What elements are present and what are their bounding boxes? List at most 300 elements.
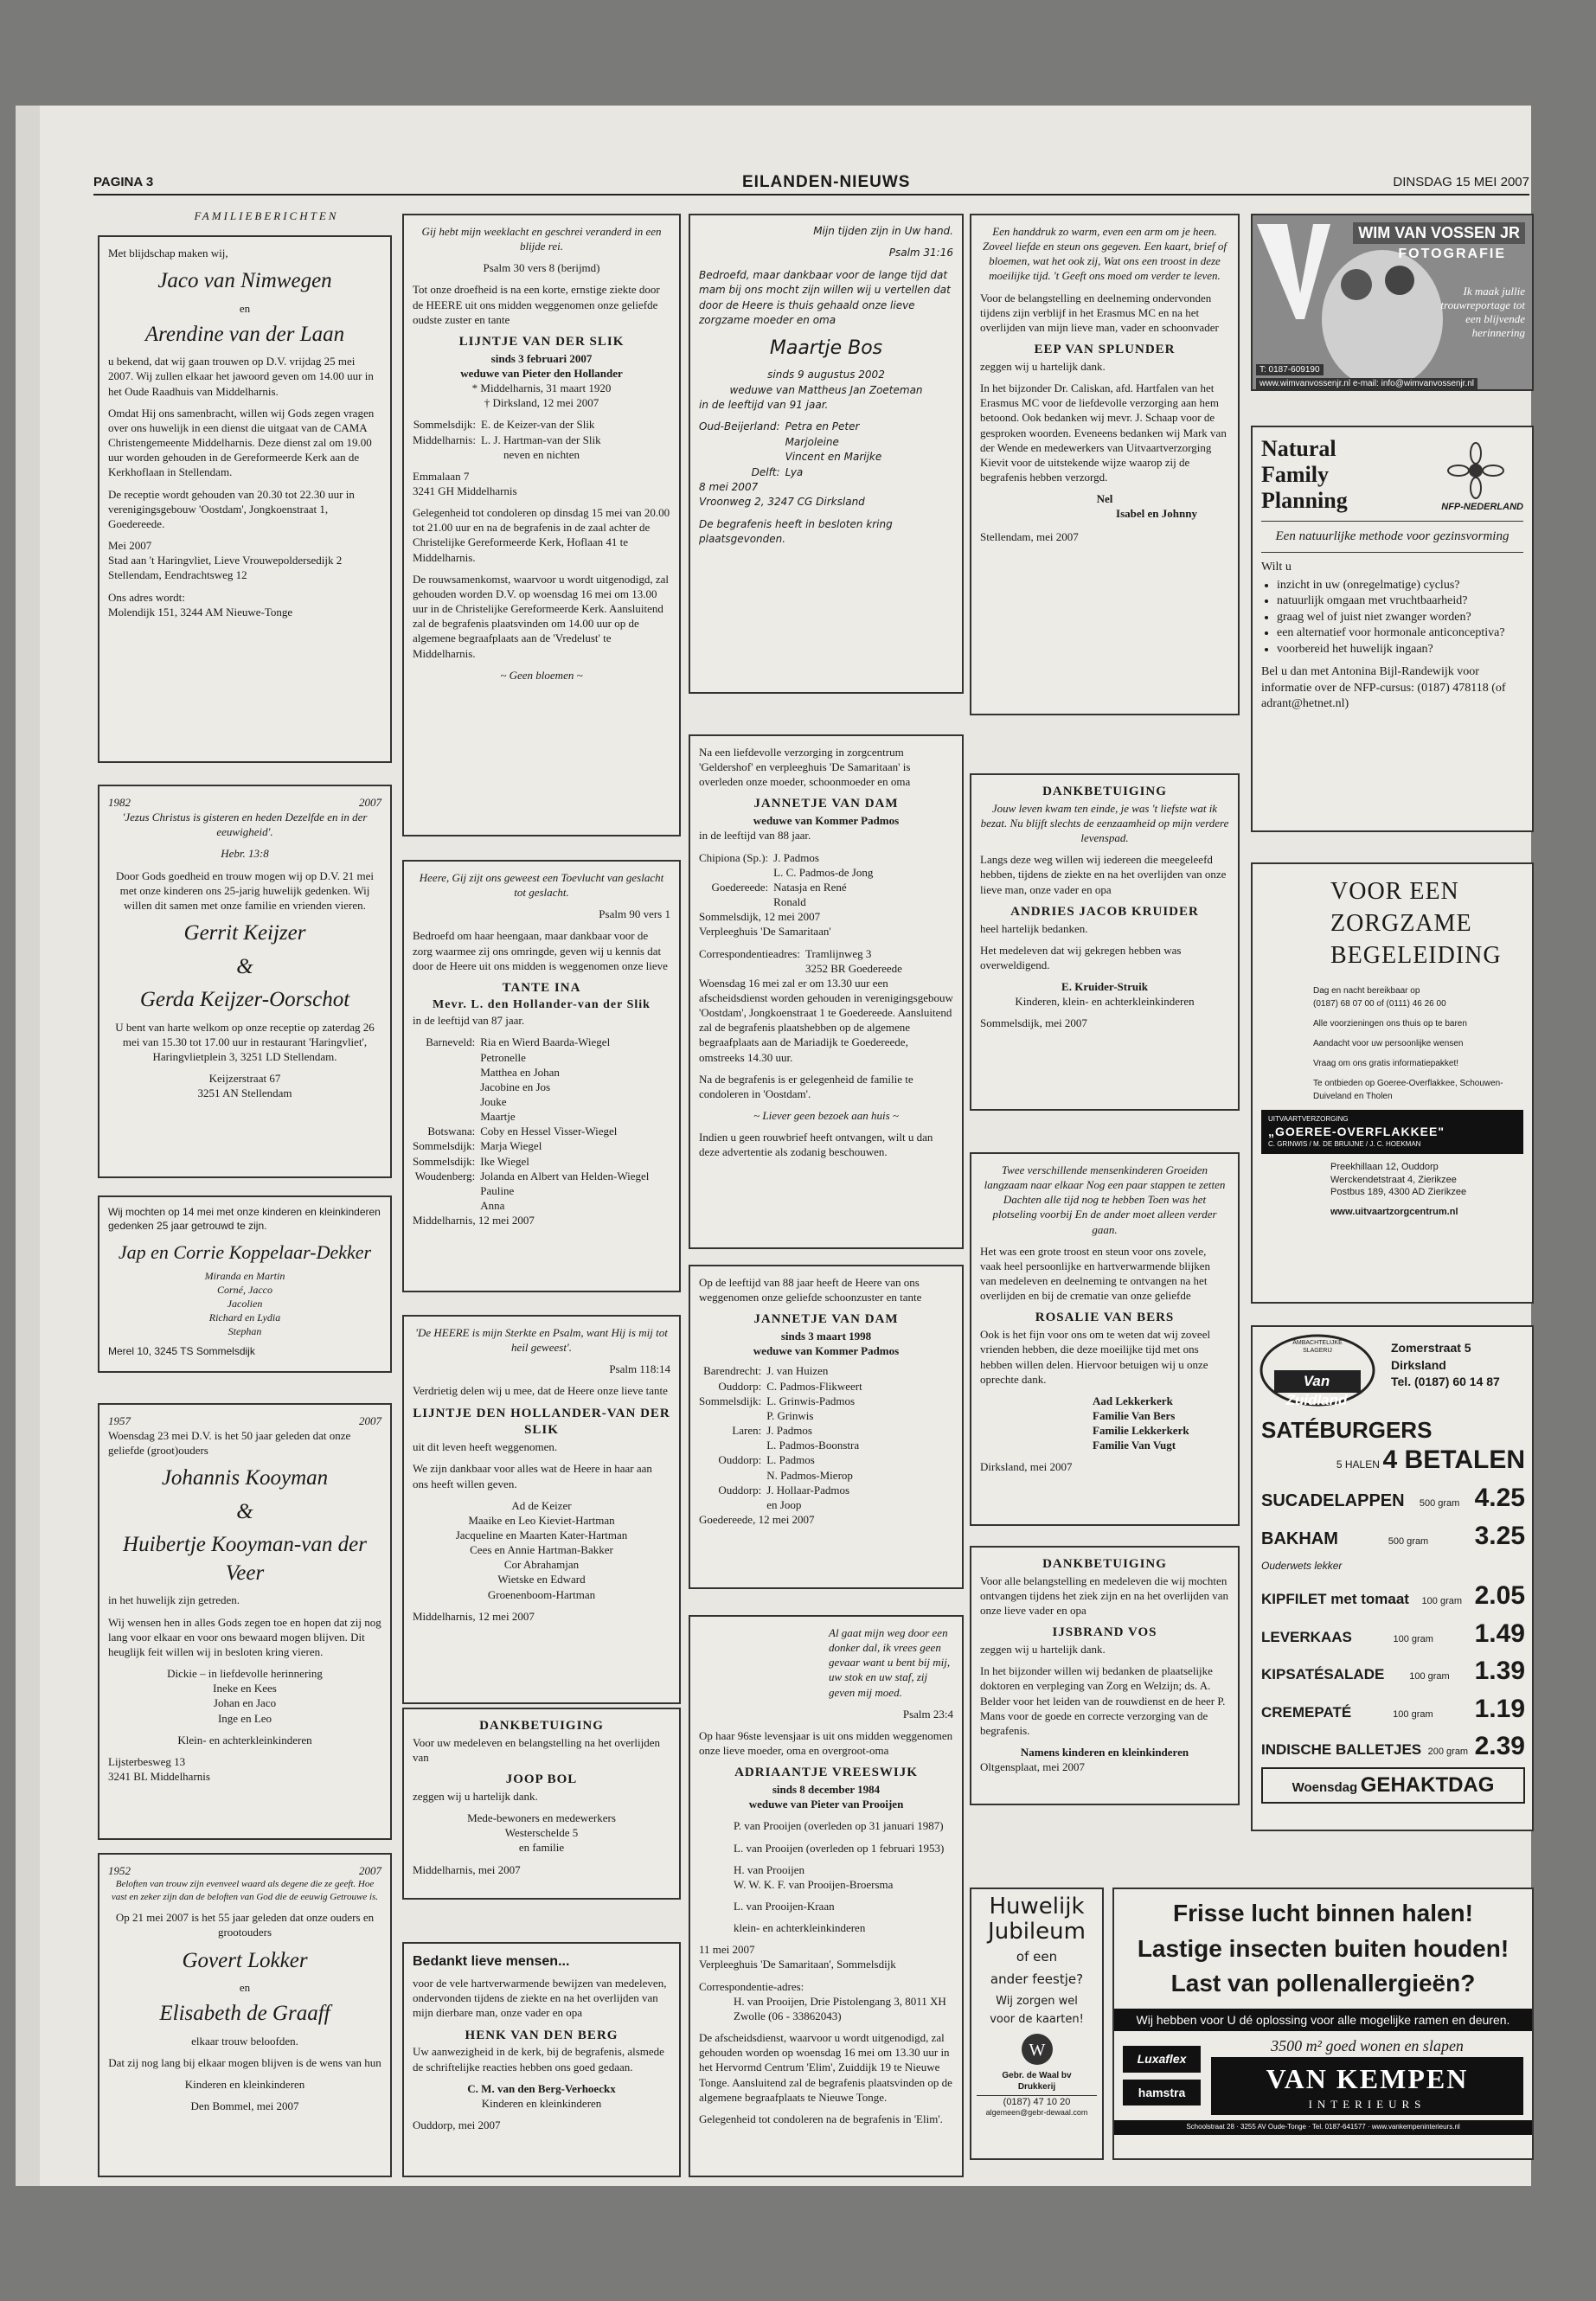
product-price: 3.25 bbox=[1474, 1521, 1525, 1550]
product-price: 2.05 bbox=[1474, 1580, 1525, 1610]
ad-title: WIM VAN VOSSEN JR bbox=[1353, 222, 1525, 244]
product-name: SUCADELAPPEN bbox=[1261, 1490, 1405, 1510]
brand-subtitle: INTERIEURS bbox=[1308, 2098, 1426, 2112]
place-date: 11 mei 2007 Verpleeghuis 'De Samaritaan', Sommelsdijk bbox=[699, 1943, 896, 1971]
offer-buy: 5 HALEN bbox=[1336, 1458, 1380, 1471]
since-date: sinds 3 maart 1998 bbox=[780, 1330, 872, 1343]
birth-death: * Middelharnis, 31 maart 1920 † Dirksland, 12 mei 2007 bbox=[471, 381, 612, 410]
family-table bbox=[699, 420, 885, 480]
email: algemeen@gebr-dewaal.com bbox=[985, 2108, 1088, 2118]
address: Lijsterbesweg 13 3241 BL Middelharnis bbox=[108, 1754, 210, 1784]
intro-text: Met blijdschap maken wij, bbox=[108, 247, 228, 260]
obituary-vreeswijk bbox=[689, 1615, 964, 2177]
year-end: 2007 bbox=[359, 1414, 381, 1427]
obituary-den-hollander bbox=[402, 1315, 681, 1704]
age: in de leeftijd van 91 jaar. bbox=[699, 399, 829, 412]
family-table bbox=[699, 1363, 866, 1512]
text-block: Voor de belangstelling en deelneming ondervonden tijdens zijn verblijf in het Erasmus MC en na het overlijden van mijn lieve man, vader en schoonvader bbox=[980, 291, 1219, 334]
signature: C. M. van den Berg-Verhoeckx bbox=[467, 2081, 616, 2095]
product-unit: 100 gram bbox=[1409, 1671, 1450, 1682]
relatives: neven en nichten bbox=[503, 447, 580, 461]
brand-logos bbox=[1123, 2046, 1201, 2106]
ad-tagline: Een natuurlijke methode voor gezinsvorming bbox=[1275, 529, 1509, 543]
thanks-joop-bol bbox=[402, 1708, 681, 1900]
ampersand: & bbox=[236, 954, 253, 978]
ad-headline: Huwelijk bbox=[989, 1894, 1085, 1920]
offer-product: SATÉBURGERS bbox=[1261, 1417, 1433, 1443]
place: Woudenberg: bbox=[414, 1169, 476, 1183]
place-date: Goedereede, 12 mei 2007 bbox=[699, 1512, 815, 1526]
obituary-jannetje-van-dam-2 bbox=[689, 1265, 964, 1589]
grandchildren: klein- en achterkleinkinderen bbox=[734, 1921, 866, 1935]
product-name: LEVERKAAS bbox=[1261, 1628, 1352, 1645]
list-item: • graag wel of juist niet zwanger worden? bbox=[1277, 610, 1523, 625]
banner-title: „GOEREE-OVERFLAKKEE" bbox=[1268, 1125, 1445, 1139]
grandchildren: Klein- en achterkleinkinderen bbox=[177, 1733, 312, 1747]
ampersand: & bbox=[236, 1499, 253, 1523]
family-list: Mede-bewoners en medewerkers Westerschelde 5 en familie bbox=[467, 1811, 616, 1855]
correspondence-label: Correspondentie-adres: bbox=[699, 1979, 804, 1993]
label: Correspondentieadres: bbox=[699, 946, 800, 960]
ad-text: voor de kaarten! bbox=[990, 2012, 1084, 2026]
price-row bbox=[1261, 1654, 1525, 1689]
ad-subtitle: FOTOGRAFIE bbox=[1398, 247, 1506, 261]
address: Merel 10, 3245 TS Sommelsdijk bbox=[108, 1345, 255, 1358]
family-table bbox=[413, 417, 605, 446]
place-date: Middelharnis, 12 mei 2007 bbox=[413, 1609, 535, 1623]
page-number: PAGINA 3 bbox=[93, 175, 154, 189]
verse: 'Jezus Christus is gisteren en heden Dezelfde en in der eeuwigheid'. bbox=[122, 811, 368, 839]
children: Kinderen en kleinkinderen bbox=[481, 2096, 602, 2110]
verse-ref: Hebr. 13:8 bbox=[221, 847, 269, 861]
signature: Namens kinderen en kleinkinderen bbox=[1020, 1746, 1189, 1759]
text-block: zeggen wij u hartelijk dank. bbox=[413, 1789, 538, 1803]
family-table bbox=[699, 850, 876, 910]
and-text: en bbox=[239, 301, 251, 315]
verse: Beloften van trouw zijn evenveel waard als degene die ze geeft. Hoe vast en zeker zijn dan de beloften van God die de eeuwig Getrouwe is. bbox=[111, 1879, 379, 1902]
anniversary-kooyman bbox=[98, 1403, 392, 1840]
page-fold bbox=[16, 106, 40, 2186]
thanks-vos bbox=[970, 1546, 1240, 1805]
names: Lya bbox=[785, 465, 804, 478]
product-unit: 200 gram bbox=[1427, 1747, 1469, 1758]
deceased-name: IJSBRAND VOS bbox=[1052, 1625, 1157, 1640]
list-item: Aandacht voor uw persoonlijke wensen bbox=[1313, 1038, 1464, 1048]
product-price: 2.39 bbox=[1474, 1732, 1525, 1761]
children: Kinderen en kleinkinderen bbox=[184, 2077, 305, 2091]
banner-subtitle: UITVAARTVERZORGING bbox=[1268, 1114, 1349, 1123]
family-member: L. van Prooijen-Kraan bbox=[734, 1899, 835, 1913]
deceased-name: ANDRIES JACOB KRUIDER bbox=[1010, 904, 1199, 919]
text-block: zeggen wij u hartelijk dank. bbox=[980, 359, 1106, 373]
place: Barendrecht: bbox=[703, 1364, 762, 1378]
husband-name: Gerrit Keijzer bbox=[183, 921, 306, 945]
text-block: elkaar trouw beloofden. bbox=[191, 2034, 298, 2048]
text-block: We zijn dankbaar voor alles wat de Heere in haar aan ons heeft willen geven. bbox=[413, 1462, 652, 1490]
widow-of: weduwe van Pieter den Hollander bbox=[460, 366, 623, 380]
butcher-address: Zomerstraat 5 Dirksland Tel. (0187) 60 14 87 bbox=[1391, 1341, 1500, 1389]
names: Petra en Peter Marjoleine Vincent en Marijke bbox=[785, 420, 882, 464]
verse: Twee verschillende mensenkinderen Groeiden langzaam naar elkaar Nog een paar stappen te zetten Dachten alle tijd nog te hebben Toen was het plotseling voorbij En de ander moet alleen verder gaan. bbox=[984, 1163, 1226, 1236]
names: J. Hollaar-Padmos en Joop bbox=[766, 1483, 850, 1511]
signature: Isabel en Johnny bbox=[1116, 507, 1197, 521]
names: C. Padmos-Flikweert bbox=[766, 1379, 862, 1393]
ad-headline: BEGELEIDING bbox=[1330, 941, 1502, 969]
text-block: Woensdag 16 mei zal er om 13.30 uur een afscheidsdienst worden gehouden in verenigingsgebouw 'Oostdam', Jongkoenstraat 1 te Goedereede. Aansluitend zal de begrafenis plaatshebben op de algemene begraafplaats aan de Mariadijk te Goedereede, omstreeks 14.30 uur. bbox=[699, 976, 953, 1064]
place: Botswana: bbox=[427, 1125, 476, 1138]
children-list: Miranda en Martin Corné, Jacco Jacolien Richard en Lydia Stephan bbox=[204, 1270, 285, 1337]
deceased-name: LIJNTJE VAN DER SLIK bbox=[458, 334, 625, 349]
and-text: en bbox=[239, 1981, 251, 1994]
ad-headline: VOOR EEN bbox=[1330, 878, 1459, 905]
widow-of: weduwe van Kommer Padmos bbox=[753, 1344, 900, 1358]
section-title: FAMILIEBERICHTEN bbox=[194, 209, 339, 222]
thanks-van-bers bbox=[970, 1152, 1240, 1526]
names: Jolanda en Albert van Helden-Wiegel Pauline Anna bbox=[480, 1169, 650, 1213]
verse-ref: Psalm 23:4 bbox=[902, 1707, 953, 1721]
place: Ouddorp: bbox=[718, 1379, 762, 1393]
place: Goedereede: bbox=[711, 880, 769, 894]
verse: Heere, Gij zijt ons geweest een Toevlucht van geslacht tot geslacht. bbox=[419, 871, 664, 900]
place: Sommelsdijk: bbox=[413, 1154, 476, 1168]
page-header bbox=[93, 173, 1529, 195]
anniversary-lokker bbox=[98, 1853, 392, 2177]
list-item: • natuurlijk omgaan met vruchtbaarheid? bbox=[1277, 593, 1523, 609]
title: Bedankt lieve mensen... bbox=[413, 1954, 570, 1969]
no-visit: ~ Liever geen bezoek aan huis ~ bbox=[753, 1109, 899, 1123]
ad-headline: Frisse lucht binnen halen! bbox=[1173, 1900, 1473, 1926]
text-block: Verdrietig delen wij u mee, dat de Heere onze lieve tante bbox=[413, 1384, 668, 1398]
product-unit: 500 gram bbox=[1388, 1535, 1429, 1547]
since-date: sinds 9 augustus 2002 bbox=[767, 369, 885, 381]
names: Ike Wiegel bbox=[480, 1154, 529, 1168]
text-block: Omdat Hij ons samenbracht, willen wij Gods zegen vragen over ons huwelijk in een dienst die uitgaat van de CAMA Christengemeente Middelharnis. Deze dienst zal om 19.00 uur worden gehouden in de Gereformeerde Kerk aan de Kerkhoflaan in Stellendam. bbox=[108, 406, 375, 479]
text-block: Tot onze droefheid is na een korte, ernstige ziekte door de HEERE uit ons midden weggenomen onze geliefde oudste zuster en tante bbox=[413, 283, 660, 326]
text-block: De rouwsamenkomst, waarvoor u wordt uitgenodigd, zal gehouden worden D.V. op woensdag 16 mei om 13.00 uur in de Christelijke Gereformeerde Kerk. Aansluitend zal de begrafenis plaatsvinden om 14.00 uur op de algemene begraafplaats aan de 'Vredelust' te Middelharnis. bbox=[413, 572, 670, 660]
correspondence bbox=[699, 946, 906, 976]
text-block: u bekend, dat wij gaan trouwen op D.V. vrijdag 25 mei 2007. Wij zullen elkaar het jawoord geven om 14.00 uur in het Oude Raadhuis van Middelharnis. bbox=[108, 355, 374, 398]
butcher-ad bbox=[1251, 1325, 1534, 1831]
product-name: CREMEPATÉ bbox=[1261, 1703, 1352, 1721]
ad-text: of een bbox=[1016, 1949, 1058, 1965]
ad-title: Natural Family Planning bbox=[1261, 436, 1348, 513]
interior-ad bbox=[1112, 1888, 1534, 2160]
deceased-name: EEP VAN SPLUNDER bbox=[1034, 343, 1176, 357]
wife-name: Elisabeth de Graaff bbox=[159, 2002, 330, 2026]
text-block: Het was een grote troost en steun voor ons zovele, vaak heel persoonlijke en hartverwarmende blijken van medeleven en deelneming te ontvangen na het overlijden en bij de crematie van onze geliefde bbox=[980, 1244, 1211, 1303]
deceased-name: LIJNTJE DEN HOLLANDER-VAN DER SLIK bbox=[413, 1406, 670, 1438]
title: DANKBETUIGING bbox=[479, 1719, 604, 1733]
address: Keijzerstraat 67 3251 AN Stellendam bbox=[197, 1072, 292, 1100]
product-unit: 500 gram bbox=[1419, 1497, 1460, 1509]
text-block: heel hartelijk bedanken. bbox=[980, 921, 1088, 935]
list-item: • voorbereid het huwelijk ingaan? bbox=[1277, 642, 1523, 657]
text-block: zeggen wij u hartelijk dank. bbox=[980, 1643, 1106, 1657]
banner-names: C. GRINWIS / M. DE BRUIJNE / J. C. HOEKMAN bbox=[1268, 1139, 1421, 1148]
thanks-kruider bbox=[970, 773, 1240, 1111]
family-member: H. van Prooijen W. W. K. F. van Prooijen-Broersma bbox=[734, 1862, 894, 1891]
names: L. Padmos N. Padmos-Mierop bbox=[766, 1453, 853, 1482]
text-block: Na een liefdevolle verzorging in zorgcentrum 'Geldershof' en verpleeghuis 'De Samaritaan' is overleden onze moeder, schoonmoeder en oma bbox=[699, 746, 911, 789]
obituary-jannetje-van-dam bbox=[689, 734, 964, 1249]
text-block: Bedroefd om haar heengaan, maar dankbaar voor de zorg waarmee zij ons omringde, geven wij u kennis dat door de Heere uit ons midden is weggenomen onze lieve bbox=[413, 929, 668, 972]
text-block: De receptie wordt gehouden van 20.30 tot 22.30 uur in verenigingsgebouw 'Oostdam', Jongkoenstraat 1, Goedereede. bbox=[108, 487, 355, 530]
names: Marja Wiegel bbox=[480, 1139, 542, 1153]
price-row bbox=[1261, 1481, 1525, 1516]
place: Laren: bbox=[732, 1424, 762, 1438]
ad-script: Ik maak jullie trouwreportage tot een blijvende herinnering bbox=[1440, 285, 1525, 339]
place: Barneveld: bbox=[426, 1035, 476, 1049]
wife-name: Huibertje Kooyman-van der Veer bbox=[123, 1533, 367, 1585]
address: 8 mei 2007 Vroonweg 2, 3247 CG Dirksland bbox=[699, 480, 865, 509]
addresses: Preekhillaan 12, Ouddorp Werckendetstraat 4, Zierikzee Postbus 189, 4300 AD Zierikzee bbox=[1330, 1162, 1467, 1198]
text-block: Indien u geen rouwbrief heeft ontvangen, wilt u dan deze advertentie als zodanig beschouwen. bbox=[699, 1131, 933, 1159]
product-sub: Ouderwets lekker bbox=[1261, 1559, 1343, 1572]
place: Chipiona (Sp.): bbox=[699, 850, 769, 864]
place: Sommelsdijk: bbox=[413, 418, 476, 432]
verse-ref: Psalm 31:16 bbox=[888, 247, 953, 260]
year-start: 1982 bbox=[108, 796, 131, 809]
correspondence-address: H. van Prooijen, Drie Pistolengang 3, 8011 XH Zwolle (06 - 33862043) bbox=[734, 1994, 946, 2022]
svg-text:W: W bbox=[1029, 2041, 1045, 2061]
product-name: INDISCHE BALLETJES bbox=[1261, 1741, 1422, 1759]
text-block: Uw aanwezigheid in de kerk, bij de begrafenis, alsmede de schriftelijke reacties hebben ons goed gedaan. bbox=[413, 2045, 664, 2073]
ad-headline: Lastige insecten buiten houden! bbox=[1137, 1934, 1509, 1962]
price-row bbox=[1261, 1692, 1525, 1727]
place: Delft: bbox=[751, 465, 780, 478]
funeral-service-ad bbox=[1251, 862, 1534, 1304]
deceased-name: HENK VAN DEN BERG bbox=[465, 2028, 619, 2042]
place: Middelharnis: bbox=[413, 433, 476, 446]
names: J. van Huizen bbox=[766, 1364, 829, 1378]
ad-web: www.uitvaartzorgcentrum.nl bbox=[1330, 1206, 1458, 1217]
text-block: De afscheidsdienst, waarvoor u wordt uitgenodigd, zal gehouden worden op woensdag 16 mei om 13.30 uur in het Hervormd Centrum 'Elim', Zuiddijk 19 te Nieuwe Tonge. Aansluitend zal de begrafenis plaatsvinden op de algemene begraafplaats te Nieuwe Tonge. bbox=[699, 2031, 952, 2104]
widow-of: weduwe van Pieter van Prooijen bbox=[748, 1798, 904, 1811]
couple-name: Jap en Corrie Koppelaar-Dekker bbox=[118, 1240, 372, 1263]
promo-banner bbox=[1261, 1767, 1525, 1804]
hamstra-logo: hamstra bbox=[1123, 2080, 1201, 2106]
nfp-logo: NFP-NEDERLAND bbox=[1441, 502, 1523, 512]
address: Tramlijnweg 3 3252 BR Goedereede bbox=[804, 946, 902, 975]
groom-name: Jaco van Nimwegen bbox=[157, 269, 332, 293]
text-block: Op haar 96ste levensjaar is uit ons midden weggenomen onze lieve moeder, oma en overgroot-oma bbox=[699, 1728, 953, 1758]
price-row bbox=[1261, 1519, 1525, 1575]
ad-intro: Wilt u bbox=[1261, 561, 1292, 574]
text-block: Bedroefd, maar dankbaar voor de lange tijd dat mam bij ons mocht zijn willen wij u vertellen dat door de Heere is thuis gehaald onze lieve zorgzame moeder en oma bbox=[699, 268, 951, 326]
text-block: Wij wensen hen in alles Gods zegen toe en hopen dat zij nog lang voor elkaar en voor ons bewaard mogen blijven. Dit heuglijk feit willen wij in besloten kring vieren. bbox=[108, 1615, 381, 1658]
butcher-logo: Van Zuidland bbox=[1285, 1373, 1348, 1409]
bride-name: Arendine van der Laan bbox=[144, 322, 345, 346]
deceased-name: JANNETJE VAN DAM bbox=[753, 797, 899, 811]
text-block: Op 21 mei 2007 is het 55 jaar geleden dat onze ouders en grootouders bbox=[115, 1911, 375, 1939]
deceased-name: TANTE INA bbox=[502, 980, 581, 995]
deceased-name: JANNETJE VAN DAM bbox=[753, 1312, 899, 1327]
promo-title: GEHAKTDAG bbox=[1360, 1772, 1495, 1797]
price-list bbox=[1261, 1481, 1525, 1764]
issue-date: DINSDAG 15 MEI 2007 bbox=[1393, 175, 1529, 189]
obituary-tante-ina bbox=[402, 860, 681, 1292]
text-block: Gelegenheid tot condoleren op dinsdag 15 mei van 20.00 tot 21.00 uur en na de begrafenis in de zaal achter de Christelijke Gereformeerde Kerk, Hoflaan 41 te Middelharnis. bbox=[413, 506, 670, 564]
brand-name: VAN KEMPEN bbox=[1266, 2063, 1469, 2094]
family-table bbox=[413, 1035, 652, 1213]
place-date: Sommelsdijk, 12 mei 2007 Verpleeghuis 'De Samaritaan' bbox=[699, 910, 831, 939]
promo-day: Woensdag bbox=[1292, 1779, 1358, 1795]
ad-phone: T: 0187-609190 bbox=[1256, 364, 1324, 375]
names: L. J. Hartman-van der Slik bbox=[480, 433, 601, 446]
year-end: 2007 bbox=[359, 796, 381, 809]
verse-ref: Psalm 30 vers 8 (berijmd) bbox=[483, 261, 600, 275]
family-member: P. van Prooijen (overleden op 31 januari 1987) bbox=[734, 1819, 944, 1833]
year-start: 1952 bbox=[108, 1864, 131, 1877]
deceased-name: JOOP BOL bbox=[505, 1772, 578, 1787]
widow-of: weduwe van Mattheus Jan Zoeteman bbox=[729, 383, 923, 396]
photographer-ad bbox=[1251, 214, 1534, 391]
verse-ref: Psalm 90 vers 1 bbox=[599, 907, 670, 921]
place: Sommelsdijk: bbox=[699, 1394, 762, 1407]
place-date: Ouddorp, mei 2007 bbox=[413, 2118, 501, 2131]
place: Oud-Beijerland: bbox=[699, 420, 780, 433]
no-flowers: ~ Geen bloemen ~ bbox=[500, 668, 583, 682]
names: E. de Keizer-van der Slik bbox=[480, 418, 595, 432]
ad-text: Wij zorgen wel bbox=[996, 1994, 1078, 2008]
list-item: • een alternatief voor hormonale anticonceptiva? bbox=[1277, 625, 1523, 641]
text-block: Door Gods goedheid en trouw mogen wij op D.V. 21 mei met onze kinderen ons 25-jarig huwelijk gedenken. Wij willen dit samen met onze familie en vrienden vieren. bbox=[115, 868, 374, 912]
company-name: Gebr. de Waal bv Drukkerij bbox=[1002, 2071, 1072, 2093]
family-list: Aad Lekkerkerk Familie Van Bers Familie Lekkerkerk Familie Van Vugt bbox=[1093, 1394, 1189, 1452]
price-row bbox=[1261, 1729, 1525, 1764]
intro-text: Wij mochten op 14 mei met onze kinderen en kleinkinderen gedenken 25 jaar getrouwd te zijn. bbox=[108, 1206, 381, 1232]
product-unit: 100 gram bbox=[1393, 1633, 1433, 1644]
place: Ouddorp: bbox=[718, 1483, 762, 1497]
text-block: Voor uw medeleven en belangstelling na het overlijden van bbox=[413, 1735, 661, 1764]
verse: Al gaat mijn weg door een donker dal, ik vrees geen gevaar want u bent bij mij, uw stok en uw staf, zij geven mij moed. bbox=[829, 1626, 951, 1699]
children: Kinderen, klein- en achterkleinkinderen bbox=[1015, 995, 1195, 1009]
ad-web: www.wimvanvossenjr.nl e-mail: info@wimvanvossenjr.nl bbox=[1256, 378, 1477, 389]
text-block: U bent van harte welkom op onze receptie op zaterdag 26 mei van 15.30 tot 17.00 uur in restaurant 'Haringvliet', Haringvlietplein 3, 3251 LD Stellendam. bbox=[115, 1020, 375, 1063]
ad-address: Schoolstraat 28 · 3255 AV Oude-Tonge · Tel. 0187-641577 · www.vankempeninterieurs.nl bbox=[1114, 2120, 1532, 2135]
company-banner bbox=[1261, 1110, 1523, 1155]
anniversary-keijzer bbox=[98, 785, 392, 1178]
product-name: BAKHAM bbox=[1261, 1529, 1338, 1548]
ad-headline: Jubileum bbox=[988, 1918, 1086, 1945]
since-date: sinds 3 februari 2007 bbox=[490, 351, 593, 365]
age: in de leeftijd van 88 jaar. bbox=[699, 829, 811, 843]
list-item: Te ontbieden op Goeree-Overflakkee, Schouwen-Duiveland en Tholen bbox=[1313, 1078, 1503, 1101]
anniversary-koppelaar bbox=[98, 1195, 392, 1373]
ad-text: ander feestje? bbox=[990, 1971, 1084, 1987]
verse: Jouw leven kwam ten einde, je was 't liefste wat ik bezat. Nu blijft slechts de eenzaamheid op mijn verdere levenspad. bbox=[980, 801, 1229, 845]
text-block: uit dit leven heeft weggenomen. bbox=[413, 1440, 558, 1454]
text-block: De begrafenis heeft in besloten kring plaatsgevonden. bbox=[699, 517, 893, 546]
product-price: 1.49 bbox=[1474, 1618, 1525, 1648]
new-address: Ons adres wordt: Molendijk 151, 3244 AM Nieuwe-Tonge bbox=[108, 590, 293, 619]
place-date: Middelharnis, mei 2007 bbox=[413, 1862, 521, 1876]
ad-banner: Wij hebben voor U dé oplossing voor alle mogelijke ramen en deuren. bbox=[1114, 2009, 1532, 2031]
addresses: Mei 2007 Stad aan 't Haringvliet, Lieve Vrouwepoldersedijk 2 Stellendam, Eendrachtsweg 12 bbox=[108, 539, 343, 582]
verse: 'De HEERE is mijn Sterkte en Psalm, want Hij is mij tot heil geweest'. bbox=[415, 1326, 668, 1355]
text-block: Voor alle belangstelling en medeleven die wij mochten ontvangen tijdens het ziek zijn en na het overlijden van onze lieve vader en opa bbox=[980, 1574, 1228, 1618]
place-date: Sommelsdijk, mei 2007 bbox=[980, 1016, 1087, 1030]
text-block: in het huwelijk zijn getreden. bbox=[108, 1593, 240, 1607]
family-list: Dickie – in liefdevolle herinnering Ineke en Kees Johan en Jaco Inge en Leo bbox=[167, 1667, 323, 1725]
ad-headline: ZORGZAME bbox=[1330, 909, 1472, 937]
product-price: 1.39 bbox=[1474, 1657, 1525, 1686]
text-block: Het medeleven dat wij gekregen hebben was overweldigend. bbox=[980, 943, 1182, 971]
place-date: Middelharnis, 12 mei 2007 bbox=[413, 1214, 535, 1227]
product-unit: 100 gram bbox=[1421, 1595, 1463, 1606]
names: Natasja en René Ronald bbox=[773, 880, 847, 909]
husband-name: Johannis Kooyman bbox=[161, 1466, 329, 1490]
ad-headline: Last van pollenallergieën? bbox=[1170, 1970, 1476, 1997]
text-block: Gelegenheid tot condoleren na de begrafenis in 'Elim'. bbox=[699, 2112, 943, 2125]
luxaflex-logo: Luxaflex bbox=[1123, 2046, 1201, 2072]
year-start: 1957 bbox=[108, 1414, 131, 1427]
obituary-maartje-bos bbox=[689, 214, 964, 694]
place-date: Stellendam, mei 2007 bbox=[980, 530, 1079, 544]
nfp-question-list bbox=[1277, 578, 1523, 657]
deceased-fullname: Mevr. L. den Hollander-van der Slik bbox=[433, 997, 651, 1011]
names: J. Padmos L. C. Padmos-de Jong bbox=[773, 850, 874, 879]
text-block: Ook is het fijn voor ons om te weten dat wij zoveel vrienden hebben, die deze moeilijke tijd met ons hebben willen delen. Hiervoor betuigen wij u onze oprechte dank. bbox=[980, 1328, 1211, 1386]
ad-contact: Bel u dan met Antonina Bijl-Randewijk voor informatie over de NFP-cursus: (0187) 478118 (of adrant@hetnet.nl) bbox=[1261, 665, 1506, 711]
since-date: sinds 8 december 1984 bbox=[772, 1783, 881, 1797]
text-block: Na de begrafenis is er gelegenheid de familie te condoleren in 'Oostdam'. bbox=[699, 1072, 913, 1100]
price-row bbox=[1261, 1579, 1525, 1613]
verse: Een handdruk zo warm, even een arm om je heen. Zoveel liefde en steun ons gegeven. Een kaart, brief of bloemen, wat het ook zij, Wat ons een troost in deze moeilijke tijd. 't Geeft ons moed om verder te leven. bbox=[983, 225, 1227, 283]
logo-top-text: AMBACHTELIJKE SLAGERIJ bbox=[1292, 1340, 1343, 1355]
obituary-van-der-slik bbox=[402, 214, 681, 836]
verse: Gij hebt mijn weeklacht en geschrei veranderd in een blijde rei. bbox=[421, 225, 662, 253]
nfp-flower-icon bbox=[1441, 440, 1519, 510]
place-date: Den Bommel, mei 2007 bbox=[190, 2099, 299, 2113]
text-block: voor de vele hartverwarmende bewijzen van medeleven, ondervonden tijdens de ziekte en na het overlijden van mijn dierbare man, onze vader en opa bbox=[413, 1977, 667, 2020]
wedding-announcement bbox=[98, 235, 392, 763]
place-date: Dirksland, mei 2007 bbox=[980, 1460, 1073, 1474]
phone: (0187) 47 10 20 bbox=[977, 2095, 1097, 2109]
family-list: Ad de Keizer Maaike en Leo Kieviet-Hartman Jacqueline en Maarten Kater-Hartman Cees en Annie Hartman-Bakker Cor Abrahamjan Wietske en Edward Groenenboom-Hartman bbox=[455, 1498, 628, 1601]
title: DANKBETUIGING bbox=[1042, 785, 1167, 798]
product-price: 4.25 bbox=[1474, 1483, 1525, 1512]
text-block: Op de leeftijd van 88 jaar heeft de Heere van ons weggenomen onze geliefde schoonzuster en tante bbox=[699, 1276, 922, 1304]
paper-name: EILANDEN-NIEUWS bbox=[742, 173, 911, 191]
nfp-ad bbox=[1251, 426, 1534, 832]
names: Coby en Hessel Visser-Wiegel bbox=[480, 1125, 618, 1138]
text-block: In het bijzonder Dr. Caliskan, afd. Hartfalen van het Erasmus MC voor de liefdevolle verzorging aan hem betoond. Ook bedanken wij mevr. J. Schaap voor de gesproken woorden. Eveneens bedanken wij Mark van der Wende en medewerkers van Uitvaartverzorging Kievit voor de uitstekende wijze waarop zij de begrafenis hebben verzorgd. bbox=[980, 381, 1227, 484]
family-member: L. van Prooijen (overleden op 1 februari 1953) bbox=[734, 1841, 945, 1855]
text-block: Dat zij nog lang bij elkaar mogen blijven is de wens van hun bbox=[108, 2055, 381, 2069]
newspaper-page bbox=[16, 106, 1531, 2186]
deceased-name: Maartje Bos bbox=[769, 337, 883, 360]
address: Emmalaan 7 3241 GH Middelharnis bbox=[413, 469, 517, 497]
product-unit: 100 gram bbox=[1393, 1708, 1433, 1720]
signature: Nel bbox=[1096, 492, 1113, 506]
place: Sommelsdijk: bbox=[413, 1139, 476, 1153]
wife-name: Gerda Keijzer-Oorschot bbox=[139, 988, 350, 1012]
list-item: Vraag om ons gratis informatiepakket! bbox=[1313, 1058, 1459, 1068]
product-name: KIPFILET met tomaat bbox=[1261, 1590, 1409, 1607]
deceased-name: ROSALIE VAN BERS bbox=[1035, 1311, 1175, 1325]
printer-ad bbox=[970, 1888, 1104, 2160]
age: in de leeftijd van 87 jaar. bbox=[413, 1014, 525, 1028]
product-name: KIPSATÉSALADE bbox=[1261, 1666, 1385, 1683]
title: DANKBETUIGING bbox=[1042, 1557, 1167, 1571]
text-block: Langs deze weg willen wij iedereen die meegeleefd hebben, tijdens de ziekte en na het overlijden van onze lieve man, onze vader en opa bbox=[980, 853, 1227, 896]
verse-ref: Psalm 118:14 bbox=[609, 1362, 670, 1376]
list-item: Alle voorzieningen ons thuis op te baren bbox=[1313, 1018, 1467, 1029]
year-end: 2007 bbox=[359, 1864, 381, 1877]
list-item: Dag en nacht bereikbaar op (0187) 68 07 00 of (0111) 46 26 00 bbox=[1313, 985, 1446, 1009]
husband-name: Govert Lokker bbox=[182, 1948, 308, 1972]
